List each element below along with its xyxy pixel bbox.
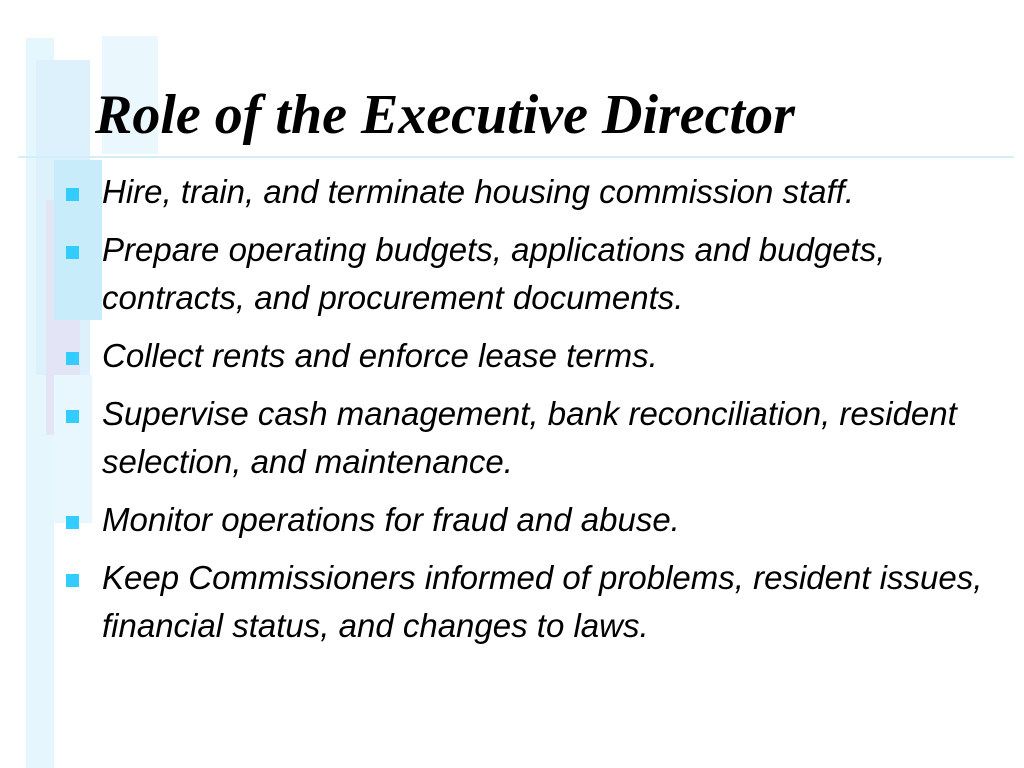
bullet-text: Supervise cash management, bank reconciliation, resident selection, and maintenance.	[102, 395, 957, 480]
bullet-text: Collect rents and enforce lease terms.	[102, 337, 658, 374]
square-bullet-icon	[66, 516, 79, 529]
bullet-list	[62, 168, 1002, 660]
square-bullet-icon	[66, 188, 79, 201]
square-bullet-icon	[66, 410, 79, 423]
square-bullet-icon	[66, 246, 79, 259]
bullet-item	[62, 168, 1002, 216]
bullet-item	[62, 554, 1002, 650]
bullet-item	[62, 390, 1002, 486]
bullet-text: Prepare operating budgets, applications and budgets, contracts, and procurement documents.	[102, 231, 886, 316]
bullet-item	[62, 332, 1002, 380]
bullet-item	[62, 496, 1002, 544]
title-divider-line	[18, 156, 1014, 158]
square-bullet-icon	[66, 352, 79, 365]
bullet-text: Hire, train, and terminate housing commission staff.	[102, 173, 854, 210]
bullet-text: Monitor operations for fraud and abuse.	[102, 501, 680, 538]
slide-title: Role of the Executive Director	[95, 84, 795, 146]
bullet-item	[62, 226, 1002, 322]
square-bullet-icon	[66, 574, 79, 587]
bullet-text: Keep Commissioners informed of problems, resident issues, financial status, and changes to laws.	[102, 559, 983, 644]
